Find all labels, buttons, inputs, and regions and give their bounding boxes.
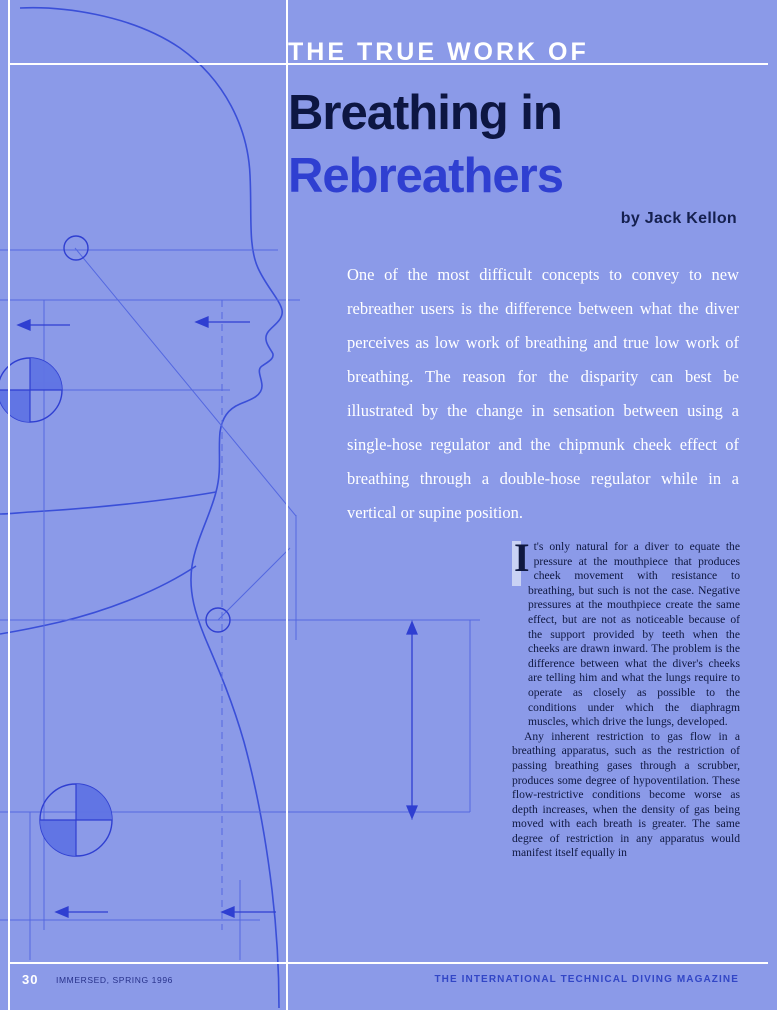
left-vertical-rule xyxy=(8,0,10,1010)
article-kicker: THE TRUE WORK OF xyxy=(288,38,589,66)
article-title-line-2: Rebreathers xyxy=(288,149,563,203)
article-deck: One of the most difficult concepts to convey to new rebreather users is the difference between what the diver perceives as low work of breathing and true low work of breathing. The reason for the disparity can best be illustrated by the change in sensation between using a single-hose regulator and the chipmunk cheek effect of breathing through a double-hose regulator while in a vertical or supine position. xyxy=(347,265,739,522)
article-byline: by Jack Kellon xyxy=(620,210,737,227)
body-paragraph-2: Any inherent restriction to gas flow in a breathing apparatus, such as the restriction of passing breathing gases through a scrubber, produces some degree of hypoventilation. These flow-restrictive conditions become worse as depth increases, when the density of gas being moved with each breath is greater. The same degree of restriction in any apparatus would manifest itself equally in xyxy=(512,729,740,860)
page-number: 30 xyxy=(22,972,39,987)
article-title-line-1: Breathing in xyxy=(288,86,562,140)
bottom-horizontal-rule xyxy=(8,962,768,964)
article-body-column xyxy=(512,535,740,861)
dropcap: I xyxy=(514,535,530,580)
issue-line: IMMERSED, SPRING 1996 xyxy=(56,975,173,985)
magazine-tagline: THE INTERNATIONAL TECHNICAL DIVING MAGAZINE xyxy=(434,974,739,985)
body-paragraph-1: It's only natural for a diver to equate the pressure at the mouthpiece that produces cheek movement with resistance to breathing, but such is not the case. Negative pressures at the mouthpiece create the same effect, but are not as noticeable because of the support provided by teeth when the cheeks are drawn inward. The problem is the difference between what the diver's cheeks are telling him and what the lungs require to operate as closely as possible to the conditions under which the diaphragm muscles, which drive the lungs, developed. xyxy=(514,535,740,729)
